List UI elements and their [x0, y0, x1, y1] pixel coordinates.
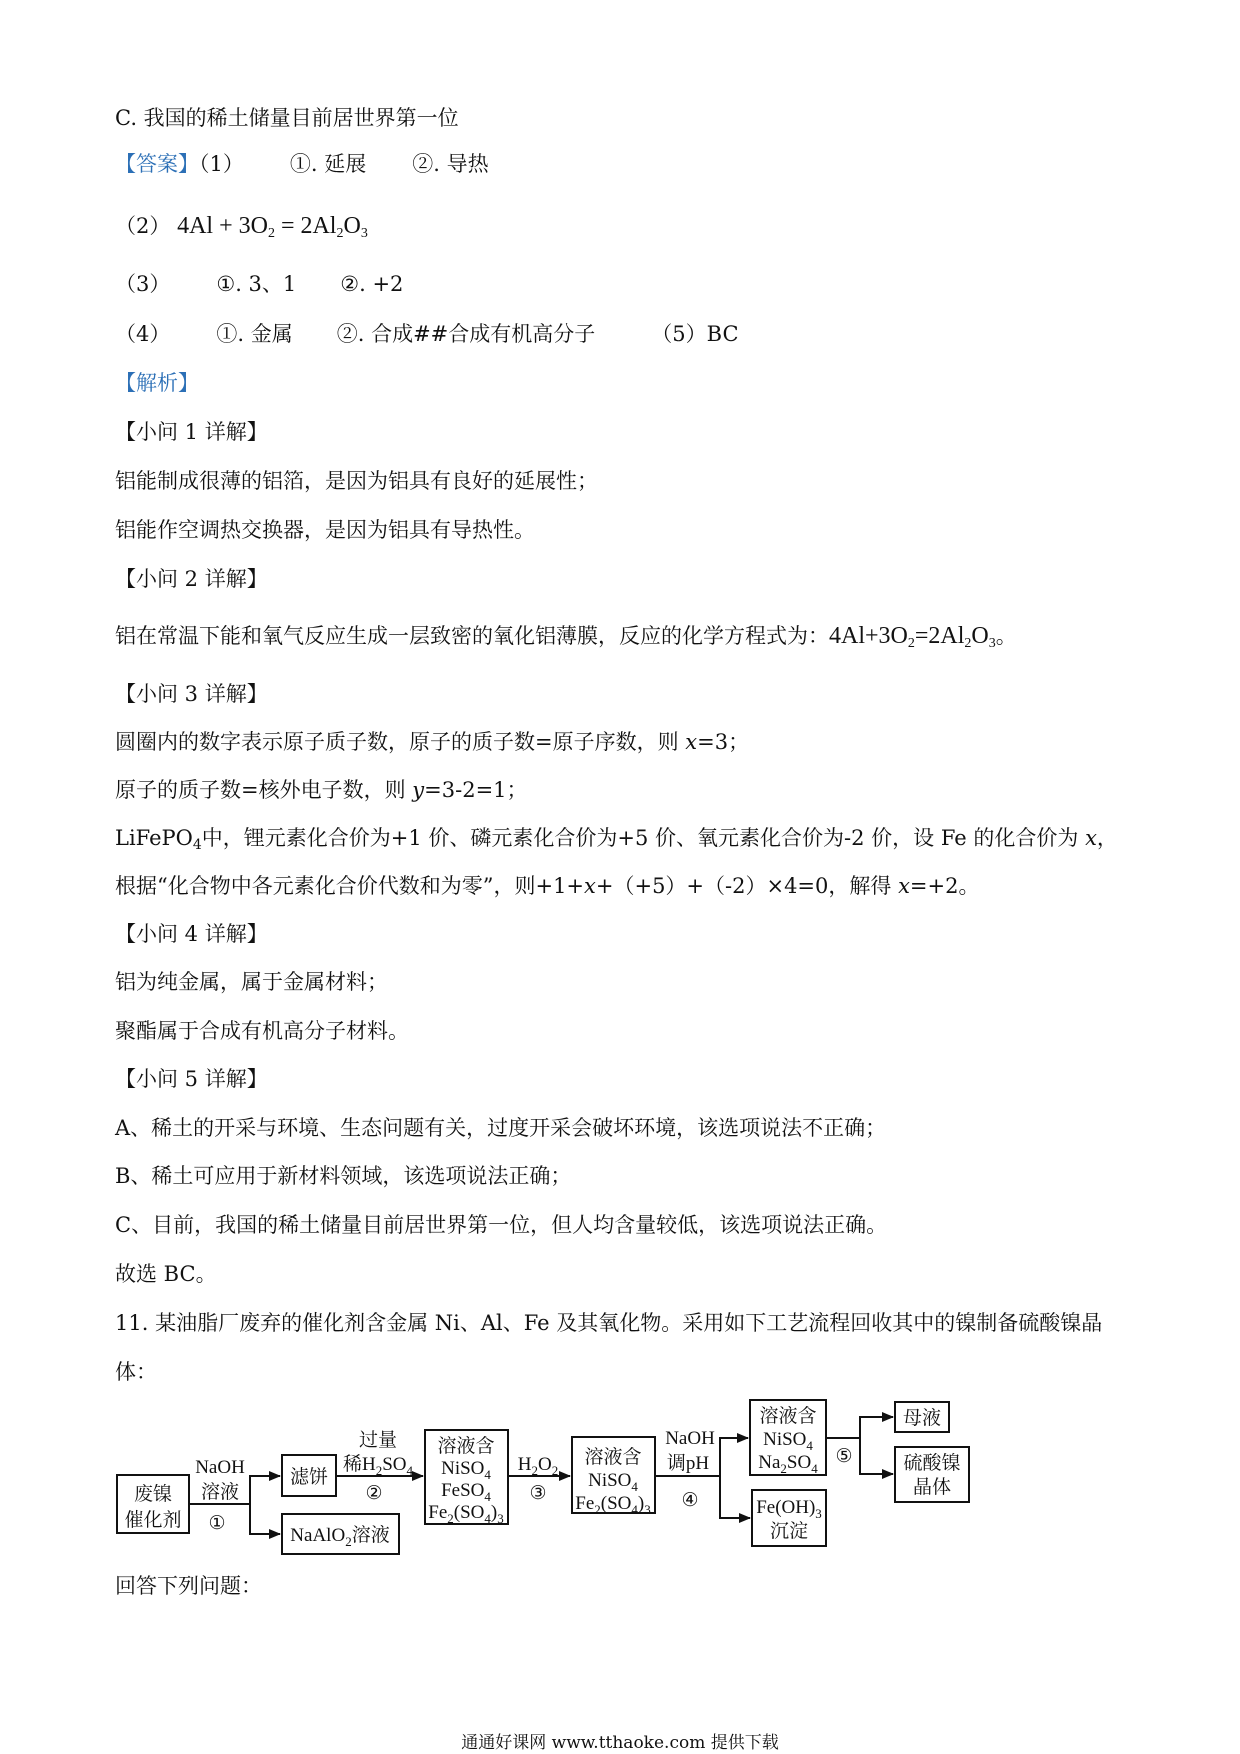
answer-q3-b: ②. +2 [340, 272, 404, 296]
box4-line1: 溶液含 [759, 1406, 817, 1427]
analysis-p1a: 铝能制成很薄的铝箔，是因为铝具有良好的延展性； [115, 469, 598, 493]
analysis-p5c: C、目前，我国的稀土储量目前居世界第一位，但人均含量较低，该选项说法正确。 [115, 1213, 888, 1237]
box2-line3: FeSO$_4$ [441, 1480, 491, 1504]
box4-line3: $Na_2SO_4$ [758, 1452, 818, 1476]
answer-tag: 【答案】 [115, 152, 199, 176]
feoh3-line2: 沉淀 [769, 1521, 809, 1542]
step-1-label: ① [208, 1513, 226, 1534]
ph-label: 调pH [666, 1453, 710, 1474]
analysis-p2-equation: $4Al+3O_2=2Al_2O_3$ [829, 623, 996, 651]
answer-q4-num: （4） [115, 322, 171, 346]
answer-q1-a: ①. 延展 [289, 152, 367, 176]
step-2-label: ② [365, 1483, 383, 1504]
analysis-p3d: 根据“化合物中各元素化合价代数和为零”，则+1+x+（+5）+（-2）×4=0，解得 x=+2。 [115, 874, 980, 898]
box3-line3: $Fe_2(SO_4)_3$ [575, 1493, 651, 1517]
box3-line1: 溶液含 [584, 1447, 642, 1468]
answer-q3-a: ①. 3、1 [216, 272, 297, 296]
box2-line2: NiSO$_4$ [441, 1458, 491, 1482]
analysis-p3b: 原子的质子数=核外电子数，则 y=3-2=1； [115, 778, 528, 802]
step-4-label: ④ [681, 1490, 699, 1511]
excess-label: 过量 [358, 1430, 398, 1451]
box2-line1: 溶液含 [437, 1436, 495, 1457]
step-3-label: ③ [529, 1483, 547, 1504]
analysis-h5: 【小问 5 详解】 [115, 1067, 268, 1091]
answer-q1-b: ②. 导热 [412, 152, 489, 176]
naoh2-label: NaOH [665, 1428, 715, 1449]
dilute-h2so4-label: 稀$H_2SO_4$ [342, 1454, 414, 1478]
step-5-label: ⑤ [835, 1446, 853, 1467]
box2-line4: $Fe_2(SO_4)_3$ [428, 1502, 504, 1526]
feoh3-line1: $Fe(OH)_3$ [756, 1497, 822, 1521]
box4-line2: NiSO$_4$ [763, 1429, 813, 1453]
analysis-p4b: 聚酯属于合成有机高分子材料。 [115, 1019, 409, 1043]
filter-cake-label: 滤饼 [289, 1467, 329, 1488]
analysis-p3a: 圆圈内的数字表示原子质子数，原子的质子数=原子序数，则 x=3； [115, 730, 750, 754]
analysis-p1b: 铝能作空调热交换器，是因为铝具有导热性。 [115, 518, 535, 542]
crystal-line1: 硫酸镍 [903, 1453, 961, 1474]
analysis-p5a: A、稀土的开采与环境、生态问题有关，过度开采会破坏环境，该选项说法不正确； [115, 1116, 887, 1140]
mother-liquor-label: 母液 [902, 1408, 942, 1429]
analysis-h2: 【小问 2 详解】 [115, 567, 268, 591]
crystal-line2: 晶体 [912, 1477, 952, 1498]
option-c: C. 我国的稀土储量目前居世界第一位 [115, 106, 459, 130]
analysis-p5d: 故选 BC。 [115, 1262, 217, 1286]
q11-after: 回答下列问题： [115, 1574, 262, 1598]
box3-line2: NiSO$_4$ [588, 1470, 638, 1494]
answer-q2-num: （2） [115, 214, 171, 238]
answer-q2-equation: $4Al + 3O_2 = 2Al_2O_3$ [177, 213, 368, 241]
analysis-h3: 【小问 3 详解】 [115, 682, 268, 706]
naalo2-label: NaAlO$_2$溶液 [290, 1525, 390, 1549]
q11-line2: 体： [115, 1360, 157, 1384]
answer-q4-a: ①. 金属 [216, 322, 293, 346]
analysis-tag: 【解析】 [115, 371, 199, 395]
analysis-p2: 铝在常温下能和氧气反应生成一层致密的氧化铝薄膜，反应的化学方程式为：$4Al+3O_2=2Al_2O_3$。 [115, 623, 1017, 651]
start-label-2: 催化剂 [124, 1510, 182, 1531]
analysis-p3c: LiFePO$_4$中，锂元素化合价为+1 价、磷元素化合价为+5 价、氧元素化合价为-2 价，设 Fe 的化合价为 x， [115, 826, 1118, 853]
q11-line1: 11. 某油脂厂废弃的催化剂含金属 Ni、Al、Fe 及其氧化物。采用如下工艺流程回收其中的镍制备硫酸镍晶 [115, 1311, 1103, 1335]
analysis-p5b: B、稀土可应用于新材料领域，该选项说法正确； [115, 1164, 572, 1188]
analysis-p4a: 铝为纯金属，属于金属材料； [115, 970, 388, 994]
h2o2-label: $H_2O_2$ [517, 1454, 559, 1478]
answer-q4-b: ②. 合成##合成有机高分子 [336, 322, 596, 346]
answer-q5: （5）BC [651, 322, 739, 346]
analysis-h1: 【小问 1 详解】 [115, 420, 268, 444]
naoh-label: NaOH [195, 1457, 245, 1478]
analysis-h4: 【小问 4 详解】 [115, 922, 268, 946]
start-label-1: 废镍 [133, 1484, 173, 1505]
rongye-label: 溶液 [200, 1482, 240, 1503]
answer-q3-num: （3） [115, 272, 171, 296]
answer-q1-num: （1） [199, 152, 244, 176]
page-footer: 通通好课网 www.tthaoke.com 提供下载 [461, 1733, 779, 1753]
